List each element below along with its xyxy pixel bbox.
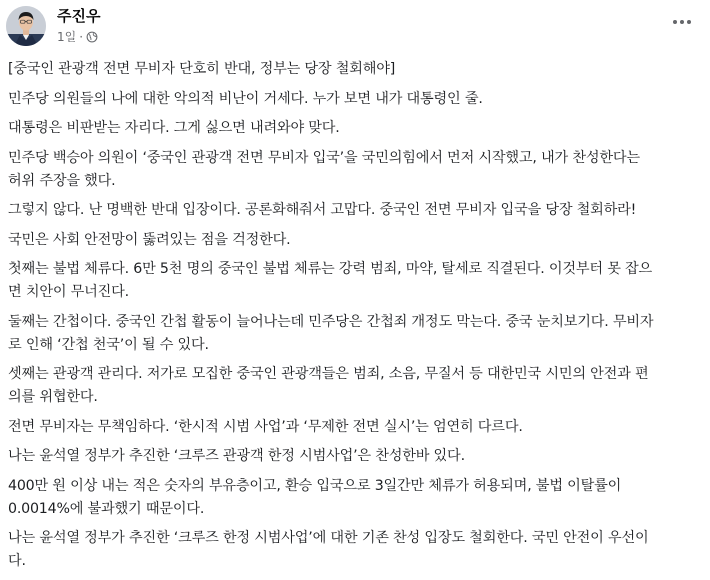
post-meta (57, 29, 98, 45)
post-paragraph: 나는 윤석열 정부가 추진한 ‘크루즈 한정 시범사업’에 대한 기존 찬성 입장도 철회한다. 국민 안전이 우선이 다. (8, 530, 649, 569)
globe-icon[interactable] (86, 31, 98, 43)
post-paragraph: [중국인 관광객 전면 무비자 단호히 반대, 정부는 당장 철회해야] (8, 61, 396, 77)
post-paragraph: 첫째는 불법 체류다. 6만 5천 명의 중국인 불법 체류는 강력 범죄, 마약, 탈세로 직결된다. 이것부터 못 잡으 면 치안이 무너진다. (8, 261, 653, 300)
post-paragraph: 그렇지 않다. 난 명백한 반대 입장이다. 공론화해줘서 고맙다. 중국인 전면 무비자 입국을 당장 철회하라! (8, 202, 637, 218)
meta-separator: · (79, 30, 84, 44)
post-timestamp[interactable]: 1일 (57, 30, 77, 44)
post-paragraph: 둘째는 간첩이다. 중국인 간첩 활동이 늘어나는데 민주당은 간첩죄 개정도 막는다. 중국 눈치보기다. 무비자 로 인해 ‘간첩 천국’이 될 수 있다. (8, 313, 654, 353)
author-avatar[interactable] (6, 6, 46, 46)
post-paragraph: 민주당 백승아 의원이 ‘중국인 관광객 전면 무비자 입국’을 국민의힘에서 먼저 시작했고, 내가 찬성한다는 허위 주장을 했다. (8, 149, 640, 189)
avatar-image (6, 6, 46, 46)
post-paragraph: 나는 윤석열 정부가 추진한 ‘크루즈 관광객 한정 시범사업’은 찬성한바 있다. (8, 448, 465, 464)
post-paragraph: 민주당 의원들의 나에 대한 악의적 비난이 거세다. 누가 보면 내가 대통령인 줄. (8, 90, 483, 107)
more-options-button[interactable] (668, 12, 696, 32)
author-name[interactable]: 주진우 (57, 7, 101, 25)
more-options-icon (672, 19, 692, 25)
post-paragraph: 국민은 사회 안전망이 뚫려있는 점을 걱정한다. (8, 231, 291, 248)
post-paragraph: 전면 무비자는 무책임하다. ‘한시적 시범 사업’과 ‘무제한 전면 실시’는 엄연히 다르다. (8, 418, 523, 435)
post-paragraph: 대통령은 비판받는 자리다. 그게 싫으면 내려와야 맞다. (8, 120, 340, 136)
post-body (8, 58, 706, 580)
post-paragraph: 셋째는 관광객 관리다. 저가로 모집한 중국인 관광객들은 범죄, 소음, 무질서 등 대한민국 시민의 안전과 편 의를 위협한다. (8, 366, 649, 405)
post-paragraph: 400만 원 이상 내는 적은 숫자의 부유층이고, 환승 입국으로 3일간만 체류가 허용되며, 불법 이탈률이 0.0014%에 불과했기 때문이다. (8, 477, 622, 517)
post-header (0, 0, 710, 60)
